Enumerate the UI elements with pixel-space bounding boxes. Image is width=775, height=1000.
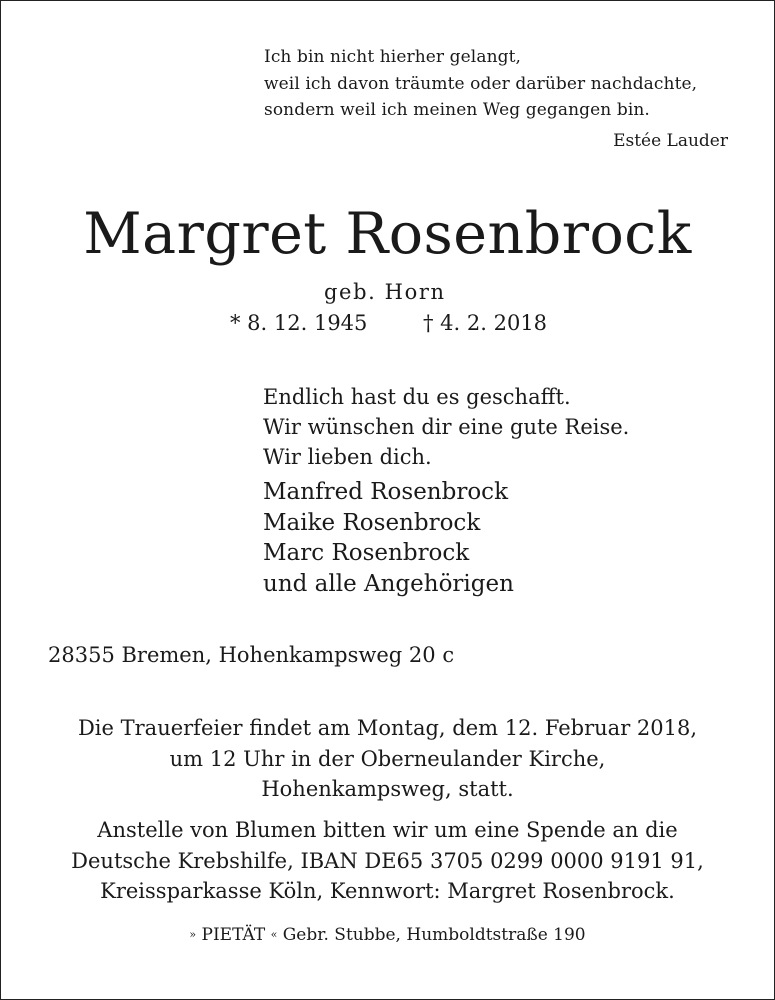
farewell-line: Wir wünschen dir eine gute Reise. xyxy=(263,414,630,439)
farewell-line: Endlich hast du es geschafft. xyxy=(263,385,571,409)
open-guillemet: » xyxy=(189,928,197,941)
donation-line: Deutsche Krebshilfe, IBAN DE65 3705 0299 0000 9191 91, xyxy=(71,848,704,873)
family-member: und alle Angehörigen xyxy=(263,570,514,597)
farewell-message xyxy=(263,383,629,472)
donation-line: Anstelle von Blumen bitten wir um eine Spende an die xyxy=(97,818,678,842)
service-line: Hohenkampsweg, statt. xyxy=(261,777,514,801)
quote-line: weil ich davon träumte oder darüber nachdachte, xyxy=(264,73,698,94)
epigraph-quote xyxy=(264,44,697,124)
family-member: Maike Rosenbrock xyxy=(263,509,481,536)
death-date: † 4. 2. 2018 xyxy=(423,311,548,335)
service-line: Die Trauerfeier findet am Montag, dem 12. Februar 2018, xyxy=(77,716,698,740)
donation-request xyxy=(1,815,774,907)
maiden-name: geb. Horn xyxy=(324,280,446,304)
service-line: um 12 Uhr in der Oberneulander Kirche, xyxy=(169,746,606,771)
quote-author: Estée Lauder xyxy=(613,131,728,151)
deceased-name: Margret Rosenbrock xyxy=(83,201,692,267)
undertaker-details: Gebr. Stubbe, Humboldtstraße 190 xyxy=(282,925,586,945)
donation-line: Kreissparkasse Köln, Kennwort: Margret Rosenbrock. xyxy=(100,879,675,903)
family-member: Manfred Rosenbrock xyxy=(263,479,509,505)
farewell-line: Wir lieben dich. xyxy=(263,444,432,469)
undertaker-company: PIETÄT xyxy=(201,925,266,945)
quote-line: sondern weil ich meinen Weg gegangen bin. xyxy=(264,100,650,120)
quote-line: Ich bin nicht hierher gelangt, xyxy=(264,47,522,67)
family-signatures xyxy=(263,477,514,599)
funeral-service-info xyxy=(1,713,774,805)
close-guillemet: « xyxy=(270,928,278,941)
family-member: Marc Rosenbrock xyxy=(263,540,470,567)
family-address: 28355 Bremen, Hohenkampsweg 20 c xyxy=(48,643,455,667)
birth-date: * 8. 12. 1945 xyxy=(230,311,368,335)
undertaker-credit xyxy=(1,925,774,945)
